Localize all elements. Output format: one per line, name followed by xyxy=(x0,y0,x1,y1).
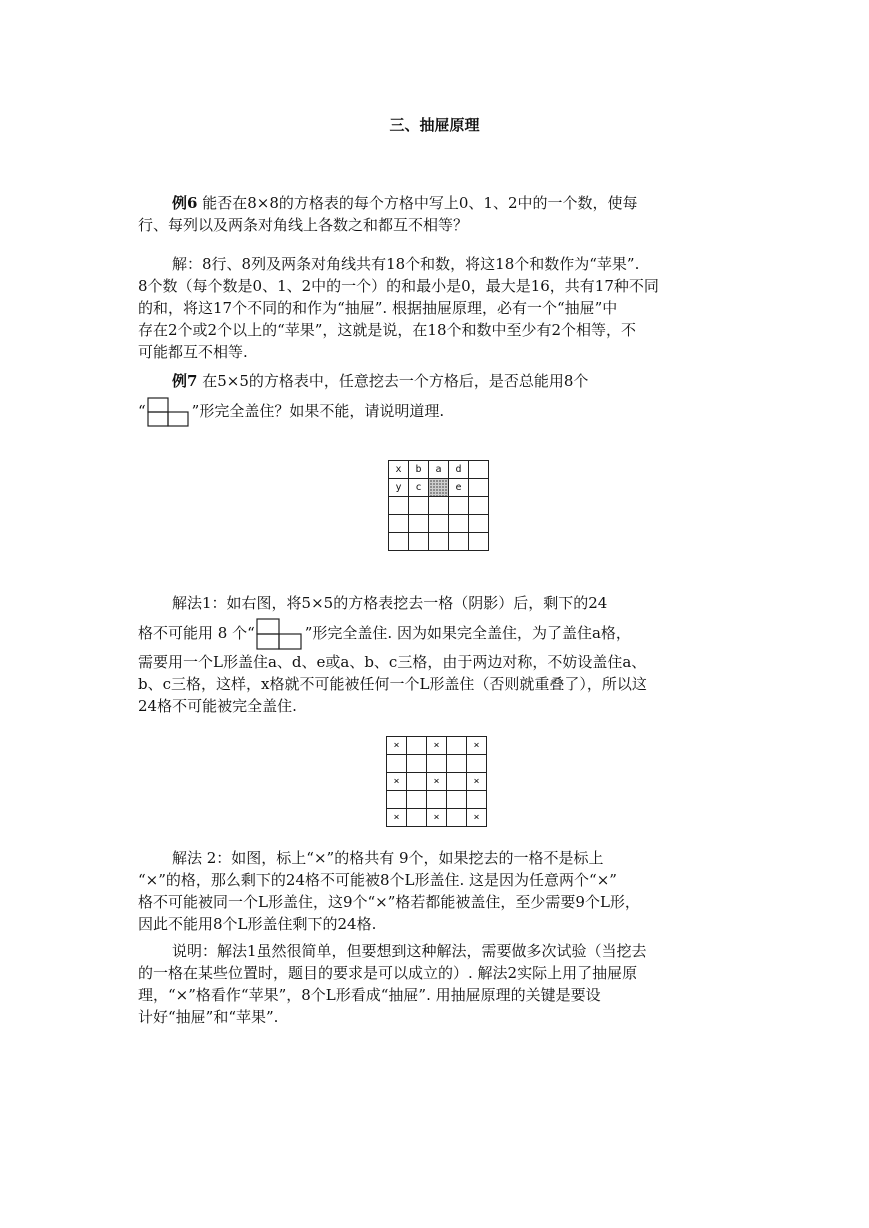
method-1-line-3: 需要用一个L形盖住a、d、e或a、b、c三格，由于两边对称，不妨设盖住a、 xyxy=(138,653,647,671)
x-mark-cell: × xyxy=(427,773,447,791)
method-2-line-2: “×”的格，那么剩下的24格不可能被8个L形盖住. 这是因为任意两个“×” xyxy=(138,871,617,889)
x-mark-cell: × xyxy=(467,809,487,827)
removed-cell-shaded xyxy=(429,479,449,497)
x-mark-cell: × xyxy=(467,737,487,755)
grid-cell xyxy=(469,497,489,515)
example-7 xyxy=(138,370,738,426)
grid-cell xyxy=(407,773,427,791)
example-6-label: 例6 xyxy=(172,194,198,212)
example-6-line-2: 行、每列以及两条对角线上各数之和都互不相等？ xyxy=(138,216,469,234)
page-title: 三、抽屉原理 xyxy=(389,116,480,134)
grid-row xyxy=(389,497,489,515)
method-2-line-1: 解法 2：如图，标上“×”的格共有 9个，如果挖去的一格不是标上 xyxy=(172,849,604,867)
method-1-line-2 xyxy=(138,617,738,649)
method-1-line-4: b、c三格，这样，x格就不可能被任何一个L形盖住（否则就重叠了），所以这 xyxy=(138,675,647,693)
note-line-2: 的一格在某些位置时，题目的要求是可以成立的）. 解法2实际上用了抽屉原 xyxy=(138,964,638,982)
grid-cell xyxy=(429,497,449,515)
example-6 xyxy=(138,192,738,236)
note-line-1: 说明：解法1虽然很简单，但要想到这种解法，需要做多次试验（当挖去 xyxy=(172,942,647,960)
solution-6-line-4: 存在2个或2个以上的“苹果”，这就是说，在18个和数中至少有2个相等，不 xyxy=(138,321,637,339)
grid-cell xyxy=(389,533,409,551)
grid-cell xyxy=(469,515,489,533)
note-line-4: 计好“抽屉”和“苹果”. xyxy=(138,1008,279,1026)
x-mark-cell: × xyxy=(427,737,447,755)
grid-row xyxy=(389,515,489,533)
x-mark-cell: × xyxy=(387,737,407,755)
grid-cell: e xyxy=(449,479,469,497)
grid-row xyxy=(389,479,489,497)
method-2-line-4: 因此不能用8个L形盖住剩下的24格. xyxy=(138,915,377,933)
solution-6-line-3: 的和，将这17个不同的和作为“抽屉”. 根据抽屉原理，必有一个“抽屉”中 xyxy=(138,299,618,317)
grid-cell xyxy=(469,479,489,497)
grid-cell xyxy=(407,755,427,773)
grid-5x5-labeled xyxy=(388,460,489,551)
grid-row xyxy=(387,809,487,827)
example-7-label: 例7 xyxy=(172,372,198,390)
grid-cell: a xyxy=(429,461,449,479)
method-1-text-2b: ”形完全盖住. 因为如果完全盖住，为了盖住a格， xyxy=(304,624,631,642)
grid-cell xyxy=(429,533,449,551)
l-tromino-icon xyxy=(146,396,192,428)
grid-cell xyxy=(449,533,469,551)
grid-cell xyxy=(407,791,427,809)
grid-cell xyxy=(429,515,449,533)
solution-6-line-2: 8个数（每个数是0、1、2中的一个）的和最小是0，最大是16，共有17种不同 xyxy=(138,277,659,295)
method-1-text-2a: 格不可能用 8 个“ xyxy=(138,624,255,642)
l-tromino-icon xyxy=(255,617,305,651)
grid-row xyxy=(387,791,487,809)
grid-cell xyxy=(389,497,409,515)
grid-row xyxy=(389,461,489,479)
open-quote: “ xyxy=(138,402,146,420)
grid-cell xyxy=(447,737,467,755)
grid-cell: d xyxy=(449,461,469,479)
x-mark-cell: × xyxy=(387,809,407,827)
grid-cell xyxy=(447,791,467,809)
grid-cell xyxy=(469,461,489,479)
example-7-line-2 xyxy=(138,396,738,426)
grid-cell: x xyxy=(389,461,409,479)
method-2-line-3: 格不可能被同一个L形盖住，这9个“×”格若都能被盖住，至少需要9个L形， xyxy=(138,893,640,911)
example-7-line-1 xyxy=(138,370,738,392)
grid-cell xyxy=(409,533,429,551)
grid-cell xyxy=(447,755,467,773)
method-2 xyxy=(138,847,738,935)
grid-cell xyxy=(469,533,489,551)
grid-cell xyxy=(447,773,467,791)
note-line-3: 理，“×”格看作“苹果”，8个L形看成“抽屉”. 用抽屉原理的关键是要设 xyxy=(138,986,601,1004)
x-mark-cell: × xyxy=(387,773,407,791)
grid-cell xyxy=(387,791,407,809)
example-6-text-1: 能否在8×8的方格表的每个方格中写上0、1、2中的一个数，使每 xyxy=(197,194,638,212)
grid-cell xyxy=(449,515,469,533)
grid-cell xyxy=(447,809,467,827)
solution-6-line-1: 解：8行、8列及两条对角线共有18个和数，将这18个和数作为“苹果”. xyxy=(172,255,640,273)
method-1 xyxy=(138,592,738,717)
solution-6 xyxy=(138,253,738,363)
example-7-text-2: ”形完全盖住？如果不能，请说明道理. xyxy=(191,402,445,420)
grid-cell xyxy=(409,497,429,515)
grid-cell xyxy=(407,737,427,755)
grid-cell xyxy=(389,515,409,533)
grid-row xyxy=(389,533,489,551)
grid-cell xyxy=(467,791,487,809)
x-mark-cell: × xyxy=(427,809,447,827)
x-mark-cell: × xyxy=(467,773,487,791)
solution-6-line-5: 可能都互不相等. xyxy=(138,343,248,361)
grid-cell xyxy=(427,755,447,773)
example-6-line-1 xyxy=(138,192,738,214)
method-1-line-1: 解法1：如右图，将5×5的方格表挖去一格（阴影）后，剩下的24 xyxy=(172,594,608,612)
grid-row xyxy=(387,737,487,755)
grid-cell xyxy=(427,791,447,809)
grid-cell: b xyxy=(409,461,429,479)
grid-cell xyxy=(387,755,407,773)
grid-cell xyxy=(409,515,429,533)
note xyxy=(138,940,738,1028)
grid-cell: y xyxy=(389,479,409,497)
example-7-text-1: 在5×5的方格表中，任意挖去一个方格后，是否总能用8个 xyxy=(197,372,589,390)
grid-cell xyxy=(449,497,469,515)
grid-row xyxy=(387,773,487,791)
grid-cell xyxy=(467,755,487,773)
grid-cell: c xyxy=(409,479,429,497)
grid-row xyxy=(387,755,487,773)
grid-5x5-marked xyxy=(386,736,487,827)
grid-cell xyxy=(407,809,427,827)
method-1-line-5: 24格不可能被完全盖住. xyxy=(138,697,297,715)
